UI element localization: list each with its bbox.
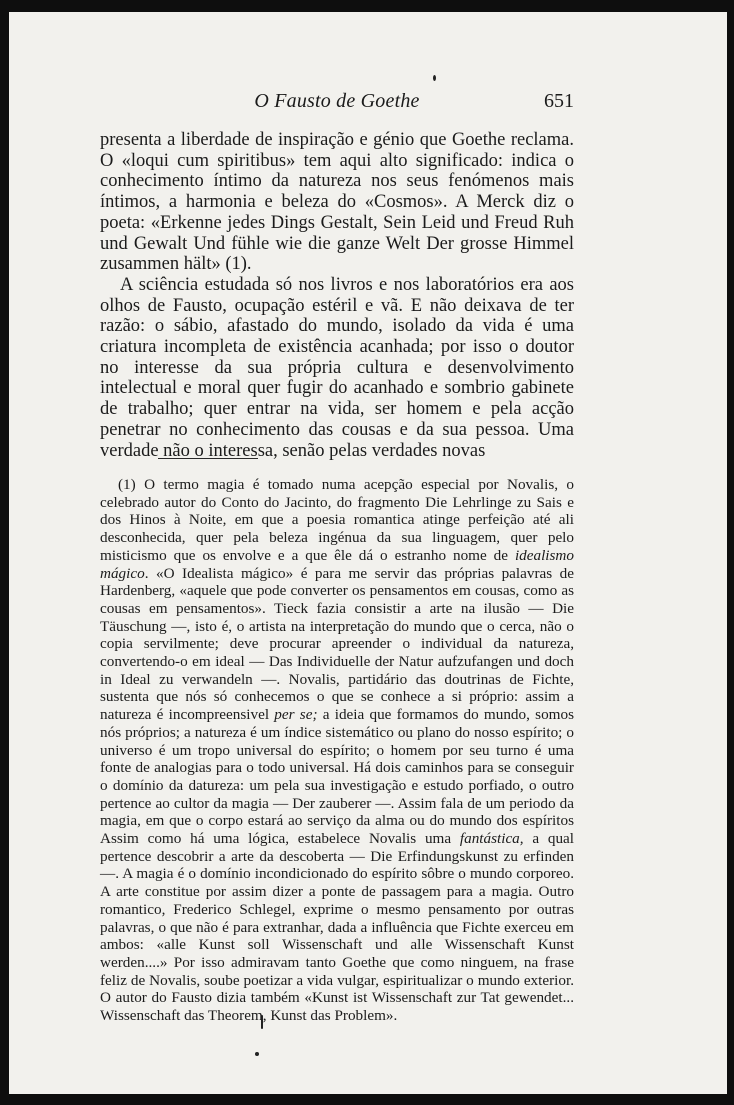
page-header bbox=[100, 90, 574, 120]
ink-speck bbox=[433, 75, 436, 81]
running-title: O Fausto de Goethe bbox=[254, 90, 420, 112]
ink-speck bbox=[255, 1052, 259, 1056]
footnote-emphasis: fantástica, bbox=[459, 830, 524, 848]
paragraph: A sciência estudada só nos livros e nos laboratórios era aos olhos de Fausto, ocupação estéril e vã. E não deixava de ter razão: o sábio, afastado do mundo, isolado da vida é uma criatura incompleta de existência acanhada; por isso o doutor no interesse da sua própria cultura e desenvolvimento intelectual e moral quer fugir do acanhado e sombrio gabinete de trabalho; quer entrar na vida, ser homem e pela acção penetrar no conhecimento das cousas e da sua pessoa. Uma verdade não o interessa, senão pelas verdades novas bbox=[100, 274, 574, 461]
footnote-separator bbox=[158, 458, 258, 459]
footnote-text bbox=[100, 476, 574, 1025]
footnote-segment: a ideia que formamos do mundo, somos nós próprios; a natureza é um índice sistemático ou plano do nosso espírito; o universo é um tropo universal do espírito; o homem por seu turno é uma fonte de analogias para o todo universal. Há dois caminhos para se conseguir o domínio da datureza: um pela sua investigação e estudo porfiado, o outro pertence ao cultor da magia — Der zauberer —. Assim fala de um periodo da magia, em que o corpo estará ao serviço da alma ou do mundo dos espíritos Assim como há uma lógica, estabelece Novalis uma bbox=[100, 706, 574, 848]
page-number: 651 bbox=[544, 90, 574, 112]
footnote-emphasis: per se; bbox=[274, 706, 318, 724]
footnote-segment: a qual pertence descobrir a arte da descoberta — Die Erfindungskunst zu erfinden —. A magia é o domínio incondicionado do espírito sôbre o mundo corporeo. A arte constitue por assim dizer a ponte de passagem para a magia. Outro romantico, Frederico Schlegel, exprime o mesmo pensamento por outras palavras, o que não é para extranhar, dada a influência que Fichte exerceu em ambos: «alle Kunst soll Wissenschaft und alle Wissenschaft Kunst werden....» Por isso admiravam tanto Goethe que como ninguem, na frase feliz de Novalis, soube poetizar a vida vulgar, espiritualizar o mundo exterior. O autor do Fausto dizia também «Kunst ist Wissenschaft zur Tat gewendet... Wissenschaft das Theorem, Kunst das Problem». bbox=[100, 830, 575, 1025]
paragraph: presenta a liberdade de inspiração e génio que Goethe reclama. O «loqui cum spiritibus» tem aqui alto significado: indica o conhecimento íntimo da natureza nos seus fenómenos mais íntimos, a harmonia e beleza do «Cosmos». A Merck diz o poeta: «Erkenne jedes Dings Gestalt, Sein Leid und Freud Ruh und Gewalt Und fühle wie die ganze Welt Der grosse Himmel zusammen hält» (1). bbox=[100, 130, 574, 275]
footnote-emphasis: idealismo mágico bbox=[100, 546, 574, 582]
main-text bbox=[100, 130, 574, 461]
footnote bbox=[100, 476, 574, 1025]
footnote-segment: (1) O termo magia é tomado numa acepção especial por Novalis, o celebrado autor do Conto do Jacinto, do fragmento Die Lehrlinge zu Sais e dos Hinos à Noite, em que a poesia romantica atinge perfeição até ali desconhecida, quer pela beleza ingénua da sua linguagem, quer pelo misticismo que os envolve e a que êle dá o estranho nome de bbox=[100, 476, 574, 564]
footnote-segment: . «O Idealista mágico» é para me servir das próprias palavras de Hardenberg, «aquele que pode converter os pensamentos em cousas, como as cousas em pensamentos». Tieck fazia consistir a arte na ilusão — Die Täuschung —, isto é, o artista na interpretação do mundo que o cerca, não o copia servilmente; deve procurar apreender o individual da natureza, convertendo-o em ideal — Das Individuelle der Natur aufzufangen und doch in Ideal zu verwandeln —. Novalis, partidário das doutrinas de Fichte, sustenta que nós só conhecemos o que se conhece a si próprio: assim a natureza é incompreensivel bbox=[100, 564, 574, 724]
